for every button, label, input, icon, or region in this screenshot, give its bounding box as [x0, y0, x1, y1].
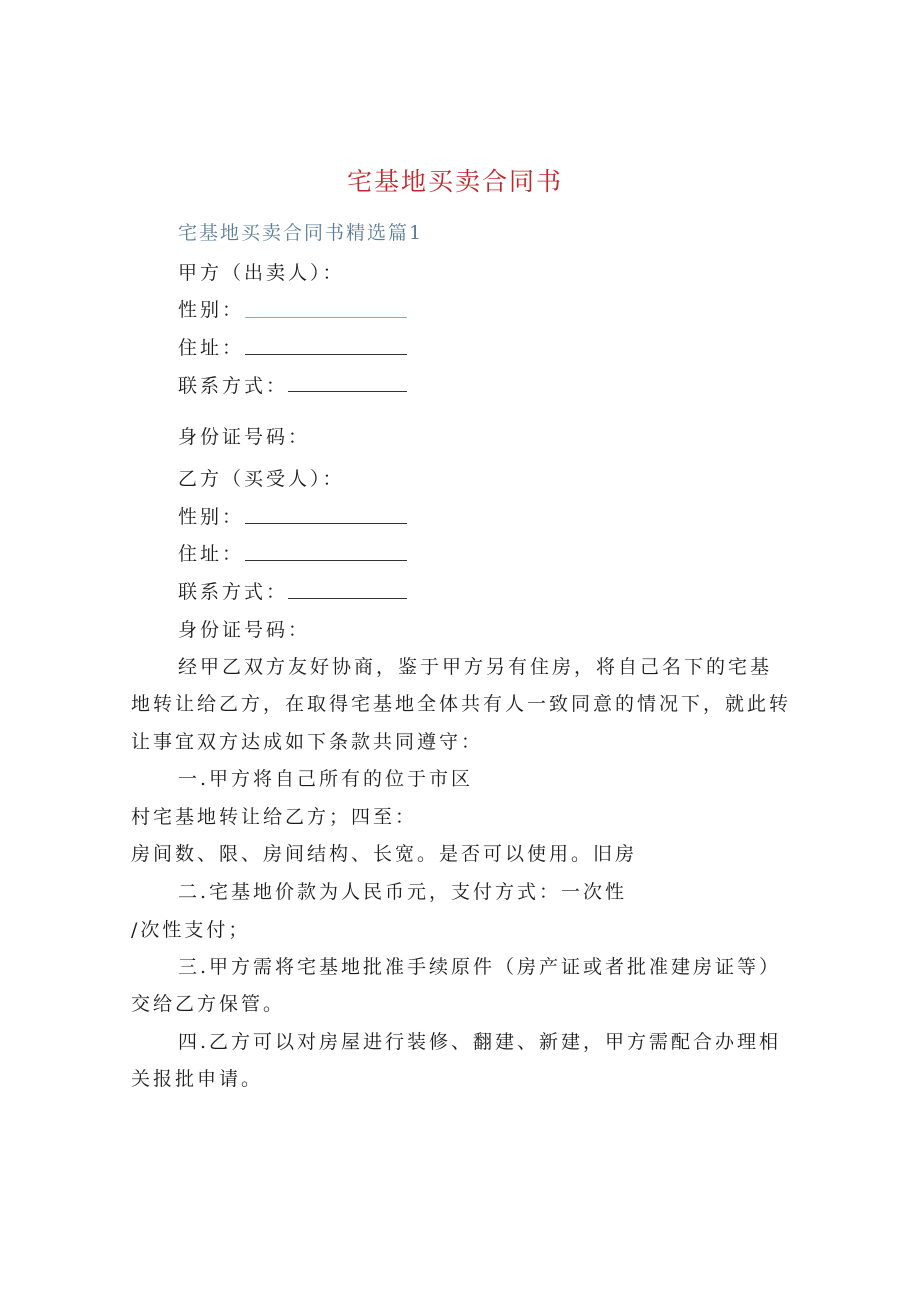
- party-b-gender-blank[interactable]: [245, 523, 407, 524]
- document-subtitle: 宅基地买卖合同书精选篇1: [178, 222, 424, 244]
- clause-1-line-3: 房间数、限、房间结构、长宽。是否可以使用。旧房: [131, 843, 638, 865]
- party-a-heading: 甲方（出卖人）：: [178, 262, 345, 284]
- party-a-contact-blank[interactable]: [288, 391, 407, 392]
- party-b-address-label: 住址：: [178, 543, 245, 565]
- party-b-contact-label: 联系方式：: [178, 581, 289, 603]
- clause-1-line-1: 一.甲方将自己所有的位于市区: [178, 768, 474, 790]
- intro-line-1: 经甲乙双方友好协商，鉴于甲方另有住房，将自己名下的宅基: [178, 656, 773, 678]
- intro-line-3: 让事宜双方达成如下条款共同遵守：: [131, 731, 484, 753]
- party-a-contact-label: 联系方式：: [178, 375, 289, 397]
- party-b-address-blank[interactable]: [245, 560, 407, 561]
- clause-1-line-2: 村宅基地转让给乙方；四至：: [131, 806, 418, 828]
- party-a-address-blank[interactable]: [245, 354, 407, 355]
- party-a-gender-blank[interactable]: [245, 317, 407, 318]
- party-b-id-label: 身份证号码：: [178, 619, 311, 641]
- document-title: 宅基地买卖合同书: [346, 167, 563, 196]
- intro-line-2: 地转让给乙方，在取得宅基地全体共有人一致同意的情况下，就此转: [131, 693, 792, 715]
- clause-3-line-1: 三.甲方需将宅基地批准手续原件（房产证或者批准建房证等）: [178, 956, 782, 978]
- clause-3-line-2: 交给乙方保管。: [131, 993, 286, 1015]
- party-a-id-label: 身份证号码：: [178, 426, 311, 448]
- party-b-heading: 乙方（买受人）：: [178, 468, 345, 490]
- clause-4-line-2: 关报批申请。: [131, 1068, 264, 1090]
- party-a-gender-label: 性别：: [178, 299, 245, 321]
- party-a-address-label: 住址：: [178, 337, 245, 359]
- clause-2-line-1: 二.宅基地价款为人民币元，支付方式：一次性: [178, 881, 628, 903]
- party-b-contact-blank[interactable]: [288, 598, 407, 599]
- clause-4-line-1: 四.乙方可以对房屋进行装修、翻建、新建，甲方需配合办理相: [178, 1031, 782, 1053]
- party-b-gender-label: 性别：: [178, 506, 245, 528]
- clause-2-line-2: /次性支付；: [131, 919, 251, 941]
